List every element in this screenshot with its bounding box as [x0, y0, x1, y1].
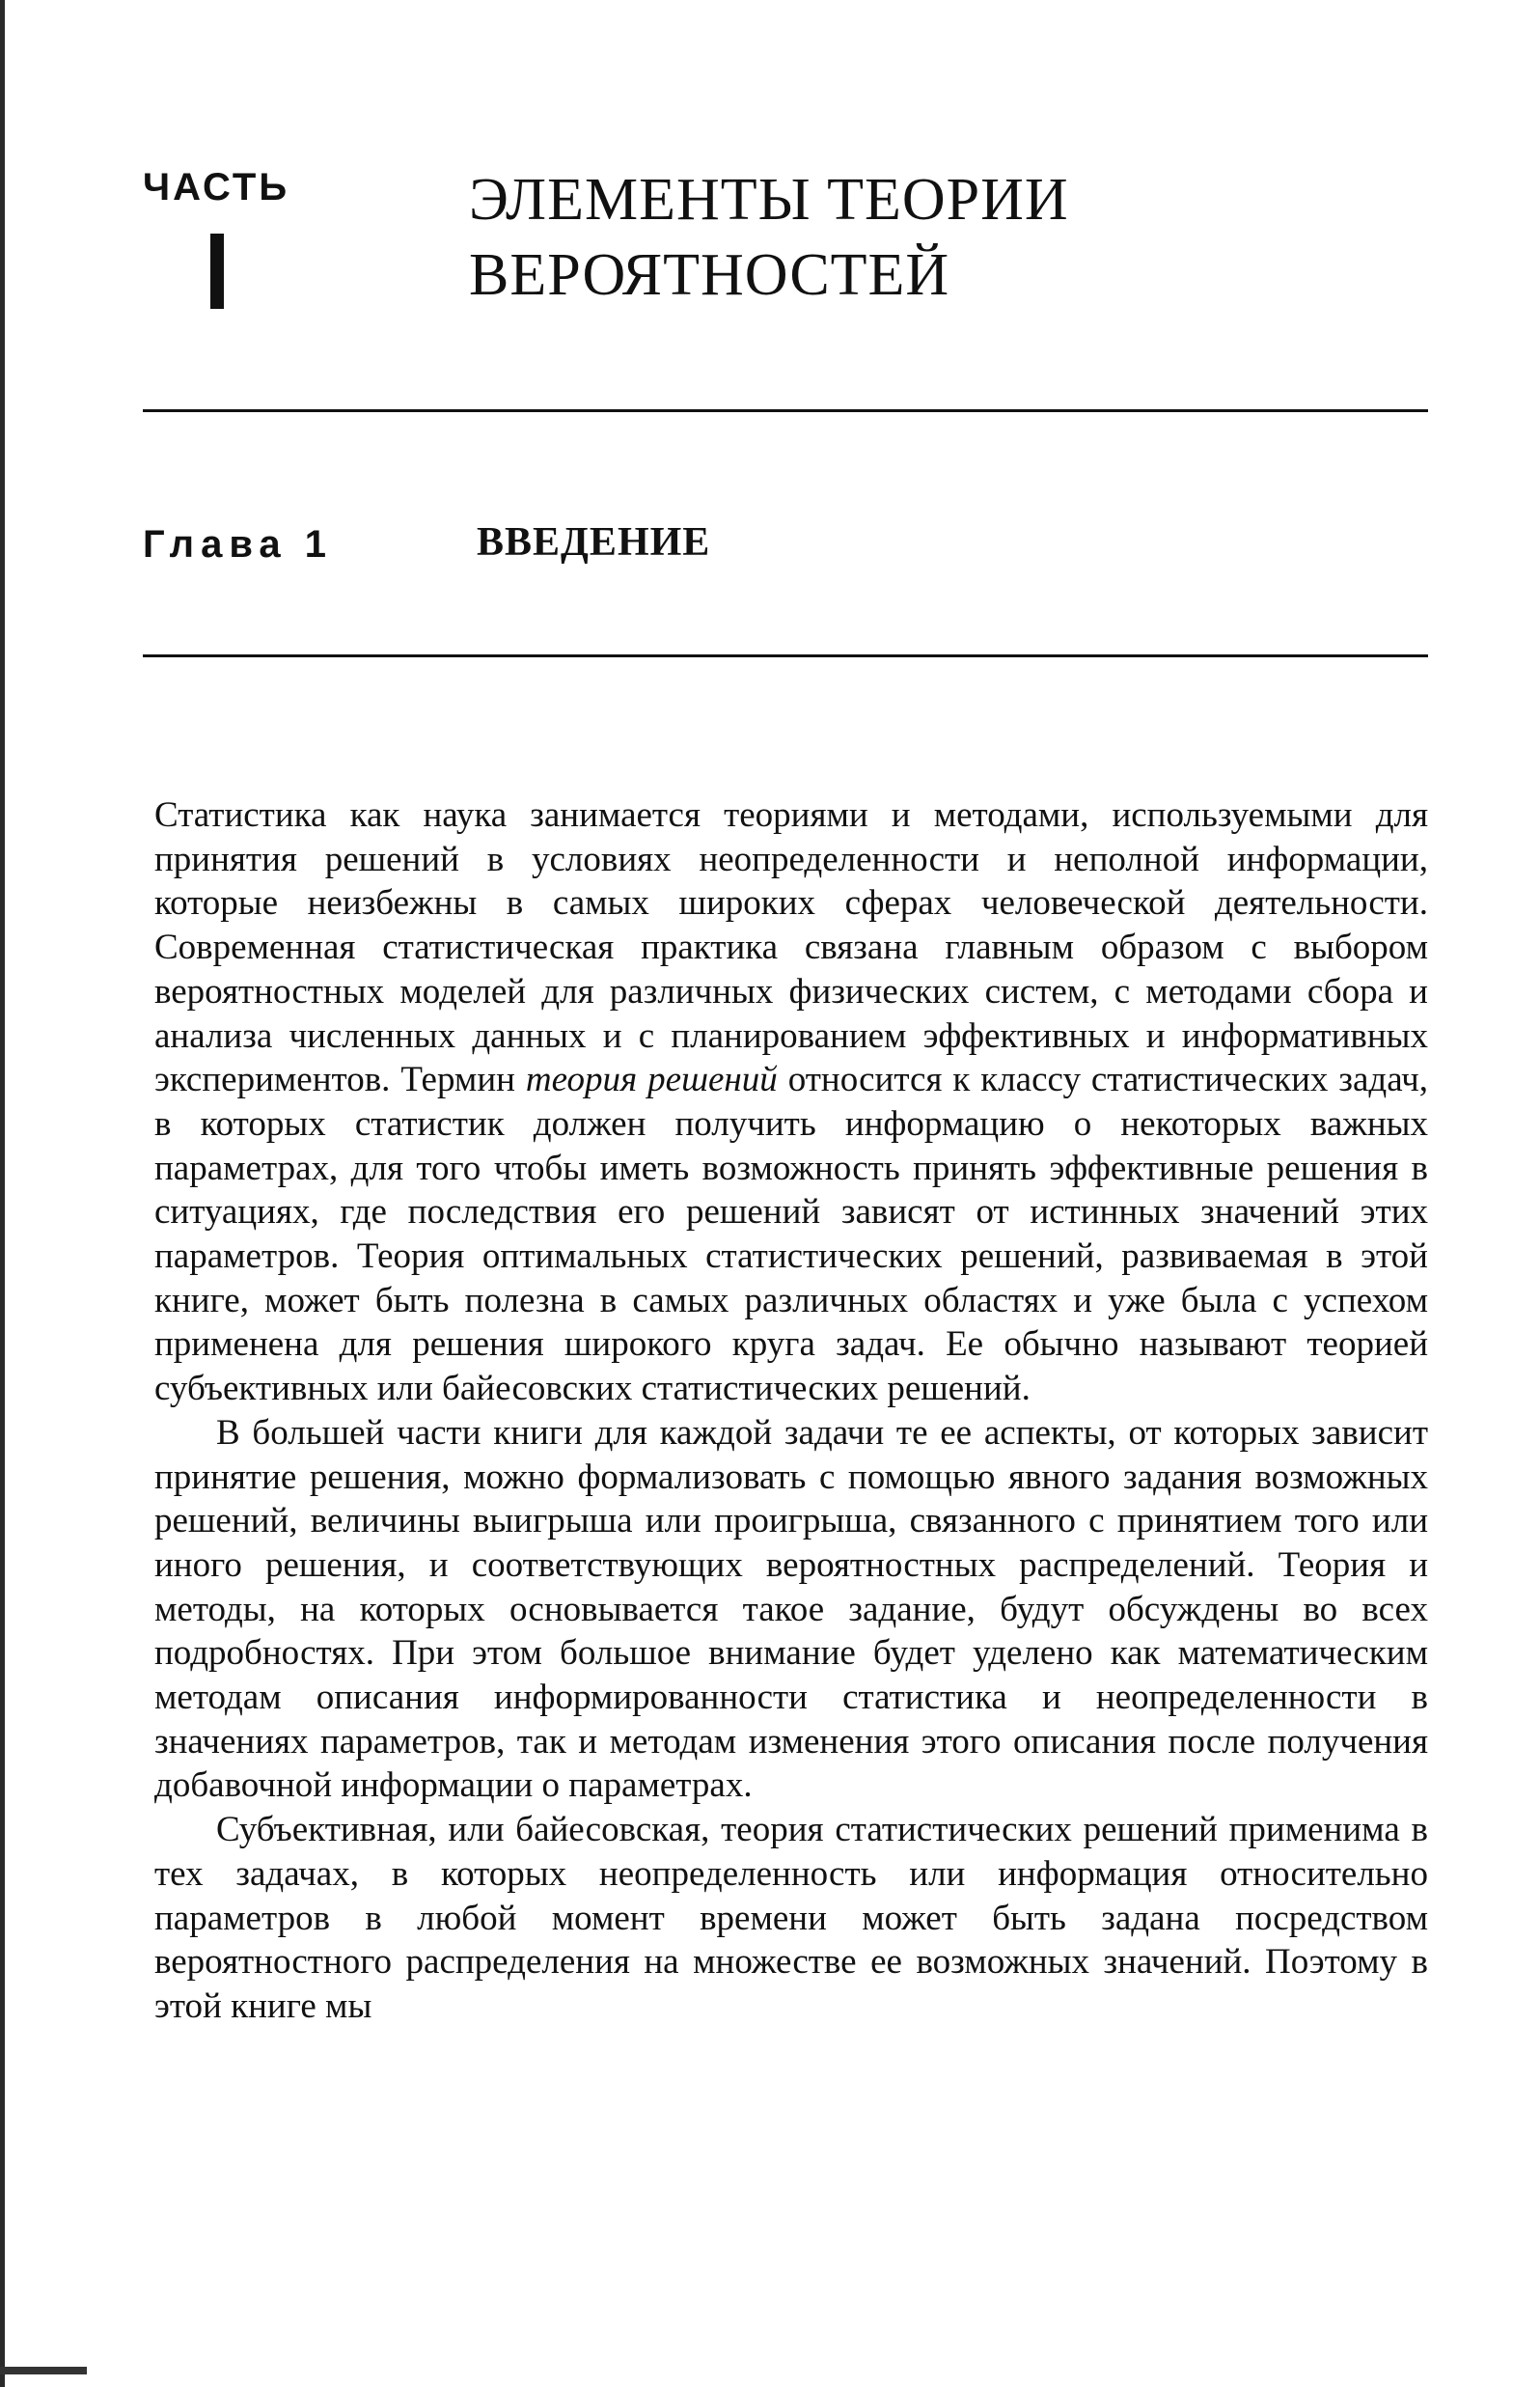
top-divider [143, 409, 1428, 412]
paragraph-3: Субъективная, или байесовская, теория статистических решений применима в тех задачах, в которых неопределенность или информация относительно параметров в любой момент времени может быть задана посредством вероятностного распределения на множестве ее возможных значений. Поэтому в этой книге мы [154, 1810, 1428, 2026]
paragraph-2: В большей части книги для каждой задачи те ее аспекты, от которых зависит принятие решения, можно формализовать с помощью явного задания возможных решений, величины выигрыша или проигрыша, связанного с принятием того или иного решения, и соответствующих вероятностных распределений. Теория и методы, на которых основывается такое задание, будут обсуждены во всех подробностях. При этом большое внимание будет уделено как математическим методам описания информированности статистика и неопределенности в значениях параметров, так и методам изменения этого описания после получения добавочной информации о параметрах. [154, 1412, 1428, 1806]
scan-mark [0, 2367, 87, 2374]
paragraph-1-part-b: относится к классу статистических задач, в которых статистик должен получить информацию о некоторых важных параметрах, для того чтобы иметь возможность принять эффективные решения в ситуациях, где последствия его решений зависят от истинных значений этих параметров. Теория оптимальных статистических решений, развиваемая в этой книге, может быть полезна в самых различных областях и уже была с успехом применена для решения широкого круга задач. Ее обычно называют теорией субъективных или байесовских статистических решений. [154, 1060, 1428, 1409]
chapter-label: Глава 1 [143, 523, 334, 566]
paragraph-1-part-a: Статистика как наука занимается теориями и методами, используемыми для принятия решений в условиях неопределенности и неполной информации, которые неизбежны в самых широких сферах человеческой деятельности. Современная статистическая практика связана главным образом с выбором вероятностных моделей для различных физических систем, с методами сбора и анализа численных данных и с планированием эффективных и информативных экспериментов. Термин [154, 795, 1428, 1100]
bottom-divider [143, 654, 1428, 657]
term-decision-theory: теория решений [525, 1060, 778, 1100]
part-label: ЧАСТЬ [143, 166, 290, 208]
part-numeral-text [210, 234, 211, 235]
part-title-line-1: ЭЛЕМЕНТЫ ТЕОРИИ [469, 167, 1069, 233]
part-title [469, 162, 1241, 313]
paragraph-1 [154, 793, 1428, 1411]
body-text [154, 793, 1428, 2029]
part-title-line-2: ВЕРОЯТНОСТЕЙ [469, 242, 950, 308]
part-numeral [210, 234, 224, 309]
chapter-title: ВВЕДЕНИЕ [477, 520, 711, 565]
page-left-edge [0, 0, 5, 2387]
